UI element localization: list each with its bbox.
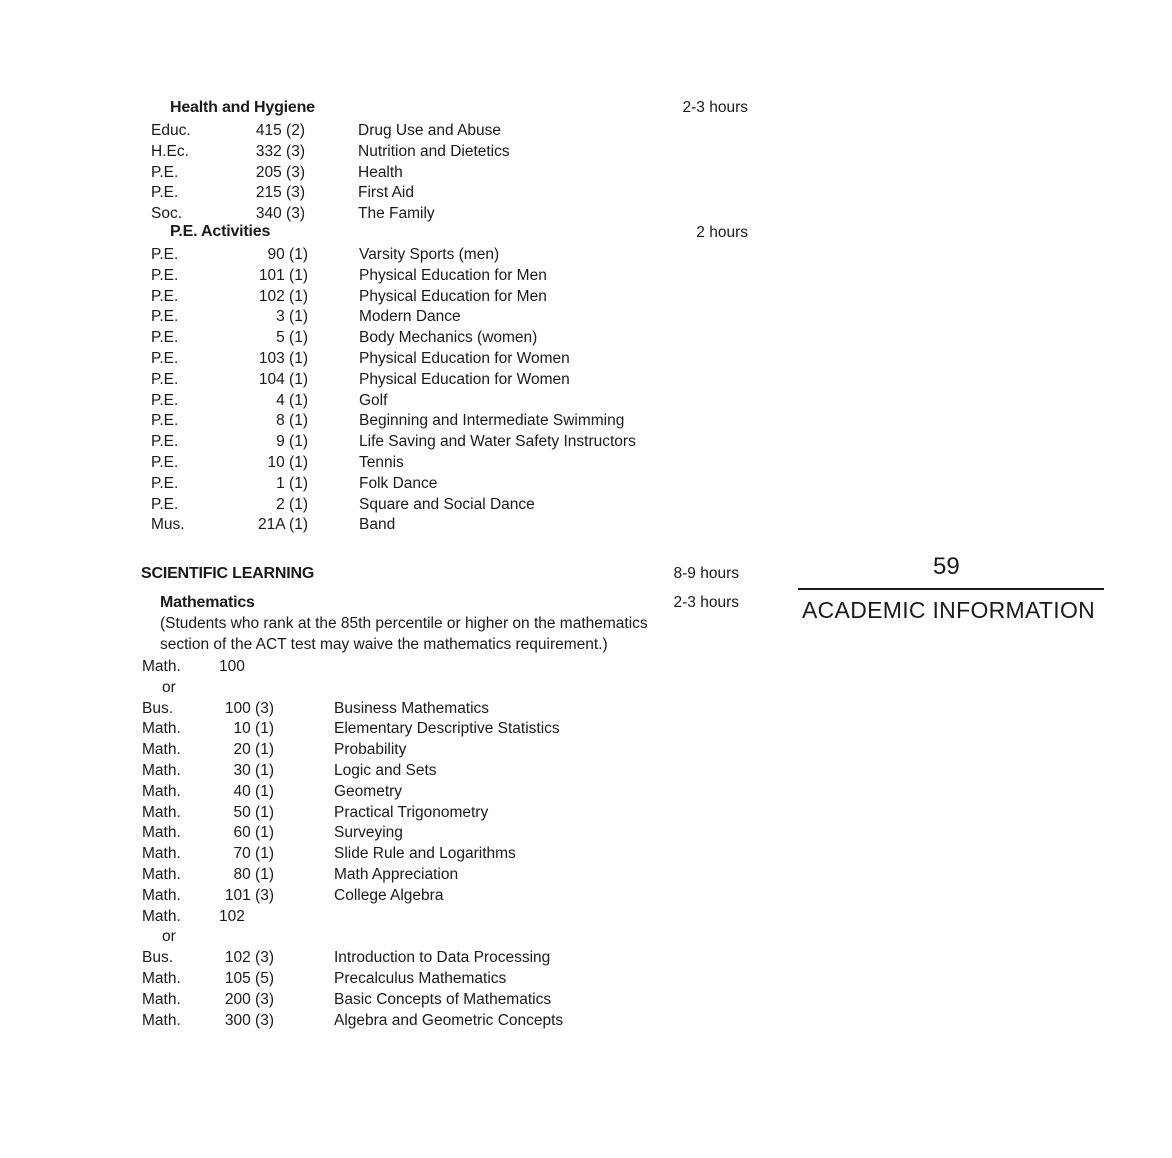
course-row: [142, 843, 842, 864]
course-title: Physical Education for Men: [359, 266, 547, 284]
course-dept: or: [162, 928, 176, 946]
course-row: [151, 120, 851, 141]
course-row: [142, 989, 842, 1010]
course-dept: P.E.: [151, 433, 179, 451]
course-row: [151, 162, 851, 183]
course-number: 5 (1): [276, 329, 308, 347]
health-hours: 2-3 hours: [682, 99, 748, 116]
course-dept: P.E.: [151, 266, 179, 284]
course-title: Health: [358, 163, 403, 181]
course-title: Geometry: [334, 782, 403, 800]
course-dept: P.E.: [151, 308, 179, 326]
pe-heading: P.E. Activities: [170, 223, 271, 240]
course-row: [151, 390, 851, 411]
course-dept: Math.: [142, 845, 181, 863]
section-title: ACADEMIC INFORMATION: [802, 597, 1096, 623]
course-number: 60 (1): [233, 824, 274, 842]
course-title: Precalculus Mathematics: [334, 970, 507, 987]
course-dept: P.E.: [151, 454, 179, 471]
course-title: Band: [359, 516, 396, 534]
course-number: 215 (3): [255, 184, 305, 202]
course-number: 200 (3): [224, 990, 274, 1008]
course-dept: Math.: [142, 1011, 181, 1029]
course-row: [151, 431, 851, 452]
course-title: First Aid: [358, 184, 414, 202]
course-number: 10 (1): [233, 720, 274, 738]
course-title: Business Mathematics: [334, 699, 490, 717]
course-dept: H.Ec.: [151, 142, 189, 160]
course-number: 300 (3): [224, 1011, 274, 1029]
course-row: [151, 265, 851, 286]
course-dept: P.E.: [151, 412, 179, 430]
course-dept: Mus.: [151, 516, 185, 534]
course-title: Basic Concepts of Mathematics: [334, 990, 552, 1008]
course-row: [142, 677, 842, 698]
course-row: [142, 926, 842, 947]
course-title: Slide Rule and Logarithms: [334, 845, 516, 863]
course-dept: or: [162, 678, 176, 696]
course-number: 70 (1): [233, 845, 274, 863]
course-row: [142, 656, 842, 677]
course-row: [142, 781, 842, 802]
course-row: [151, 203, 851, 224]
course-dept: Soc.: [151, 205, 183, 223]
course-row: [151, 452, 851, 473]
course-row: [142, 864, 842, 885]
course-row: [142, 718, 842, 739]
course-title: Body Mechanics (women): [359, 329, 538, 347]
course-number: 101 (3): [224, 886, 274, 904]
course-number: 1 (1): [276, 474, 308, 492]
course-row: [142, 802, 842, 823]
course-number: 100: [219, 658, 245, 675]
course-dept: P.E.: [151, 329, 179, 347]
course-title: Folk Dance: [359, 474, 438, 492]
course-row: [151, 182, 851, 203]
course-title: Golf: [359, 391, 388, 409]
course-title: College Algebra: [334, 886, 444, 904]
math-note-line1: (Students who rank at the 85th percentile or higher on the mathematics: [160, 615, 648, 632]
course-row: [142, 760, 842, 781]
course-title: Practical Trigonometry: [334, 803, 489, 821]
scientific-hours: 8-9 hours: [673, 565, 739, 582]
course-row: [142, 1010, 842, 1031]
course-title: Algebra and Geometric Concepts: [334, 1011, 564, 1029]
course-title: Physical Education for Women: [359, 350, 570, 367]
course-dept: Math.: [142, 741, 181, 759]
course-number: 104 (1): [258, 370, 308, 388]
course-title: Probability: [334, 741, 407, 759]
course-dept: Math.: [142, 782, 181, 800]
course-dept: Math.: [142, 970, 181, 987]
course-number: 20 (1): [233, 741, 274, 759]
course-row: [151, 473, 851, 494]
course-row: [151, 244, 851, 265]
course-dept: Bus.: [142, 699, 174, 717]
course-number: 40 (1): [233, 782, 274, 800]
course-row: [151, 410, 851, 431]
math-note-line2: section of the ACT test may waive the mathematics requirement.): [160, 636, 608, 653]
course-row: [151, 514, 851, 535]
course-number: 415 (2): [255, 122, 305, 139]
course-dept: Math.: [142, 990, 181, 1008]
course-dept: Bus.: [142, 949, 174, 967]
course-row: [151, 348, 851, 369]
course-number: 101 (1): [258, 266, 308, 284]
course-title: Surveying: [334, 824, 403, 842]
course-number: 102: [219, 907, 245, 925]
course-row: [142, 947, 842, 968]
course-dept: Math.: [142, 762, 181, 779]
course-title: Modern Dance: [359, 308, 461, 326]
course-title: The Family: [358, 205, 435, 223]
course-number: 4 (1): [276, 391, 308, 409]
course-number: 102 (3): [224, 949, 274, 967]
course-number: 340 (3): [255, 205, 305, 223]
course-dept: Math.: [142, 866, 181, 883]
course-number: 3 (1): [276, 308, 308, 326]
course-row: [151, 369, 851, 390]
course-title: Logic and Sets: [334, 762, 437, 779]
course-dept: Math.: [142, 824, 181, 842]
course-dept: P.E.: [151, 163, 179, 181]
course-title: Nutrition and Dietetics: [358, 142, 510, 160]
page-number: 59: [933, 553, 960, 580]
course-row: [142, 968, 842, 989]
course-row: [151, 306, 851, 327]
course-row: [151, 141, 851, 162]
course-number: 21A (1): [258, 516, 308, 534]
course-dept: P.E.: [151, 391, 179, 409]
course-dept: Math.: [142, 886, 181, 904]
course-title: Square and Social Dance: [359, 495, 535, 513]
course-title: Elementary Descriptive Statistics: [334, 720, 560, 738]
course-number: 105 (5): [224, 970, 274, 987]
sidebar-rule: [798, 588, 1104, 590]
course-number: 50 (1): [233, 803, 274, 821]
course-row: [151, 286, 851, 307]
course-number: 80 (1): [233, 866, 274, 883]
course-number: 8 (1): [276, 412, 308, 430]
course-number: 205 (3): [255, 163, 305, 181]
course-title: Math Appreciation: [334, 866, 459, 883]
course-row: [142, 698, 842, 719]
course-title: Introduction to Data Processing: [334, 949, 551, 967]
course-dept: Math.: [142, 803, 181, 821]
course-dept: P.E.: [151, 287, 179, 305]
course-number: 30 (1): [233, 762, 274, 779]
course-number: 10 (1): [267, 454, 308, 471]
course-row: [142, 822, 842, 843]
math-hours: 2-3 hours: [673, 594, 739, 611]
course-title: Physical Education for Women: [359, 370, 570, 388]
course-title: Varsity Sports (men): [359, 246, 500, 263]
course-row: [142, 739, 842, 760]
course-title: Beginning and Intermediate Swimming: [359, 412, 625, 430]
course-title: Drug Use and Abuse: [358, 122, 502, 139]
course-dept: P.E.: [151, 370, 179, 388]
course-number: 102 (1): [258, 287, 308, 305]
pe-hours: 2 hours: [696, 224, 748, 241]
course-row: [142, 906, 842, 927]
course-dept: P.E.: [151, 474, 179, 492]
course-number: 100 (3): [224, 699, 274, 717]
course-dept: P.E.: [151, 184, 179, 202]
course-number: 9 (1): [276, 433, 308, 451]
course-row: [142, 885, 842, 906]
course-number: 90 (1): [267, 246, 308, 263]
course-title: Physical Education for Men: [359, 287, 547, 305]
course-dept: P.E.: [151, 350, 179, 367]
course-dept: Math.: [142, 907, 181, 925]
course-dept: P.E.: [151, 495, 179, 513]
course-dept: Math.: [142, 658, 181, 675]
health-heading: Health and Hygiene: [170, 99, 315, 116]
course-row: [151, 494, 851, 515]
course-number: 332 (3): [255, 142, 305, 160]
course-number: 103 (1): [258, 350, 308, 367]
course-row: [151, 327, 851, 348]
scientific-heading: SCIENTIFIC LEARNING: [141, 565, 315, 582]
math-heading: Mathematics: [160, 594, 255, 611]
course-dept: Math.: [142, 720, 181, 738]
course-number: 2 (1): [276, 495, 308, 513]
course-title: Tennis: [359, 454, 404, 471]
course-dept: P.E.: [151, 246, 179, 263]
course-title: Life Saving and Water Safety Instructors: [359, 433, 636, 451]
course-dept: Educ.: [151, 122, 191, 139]
